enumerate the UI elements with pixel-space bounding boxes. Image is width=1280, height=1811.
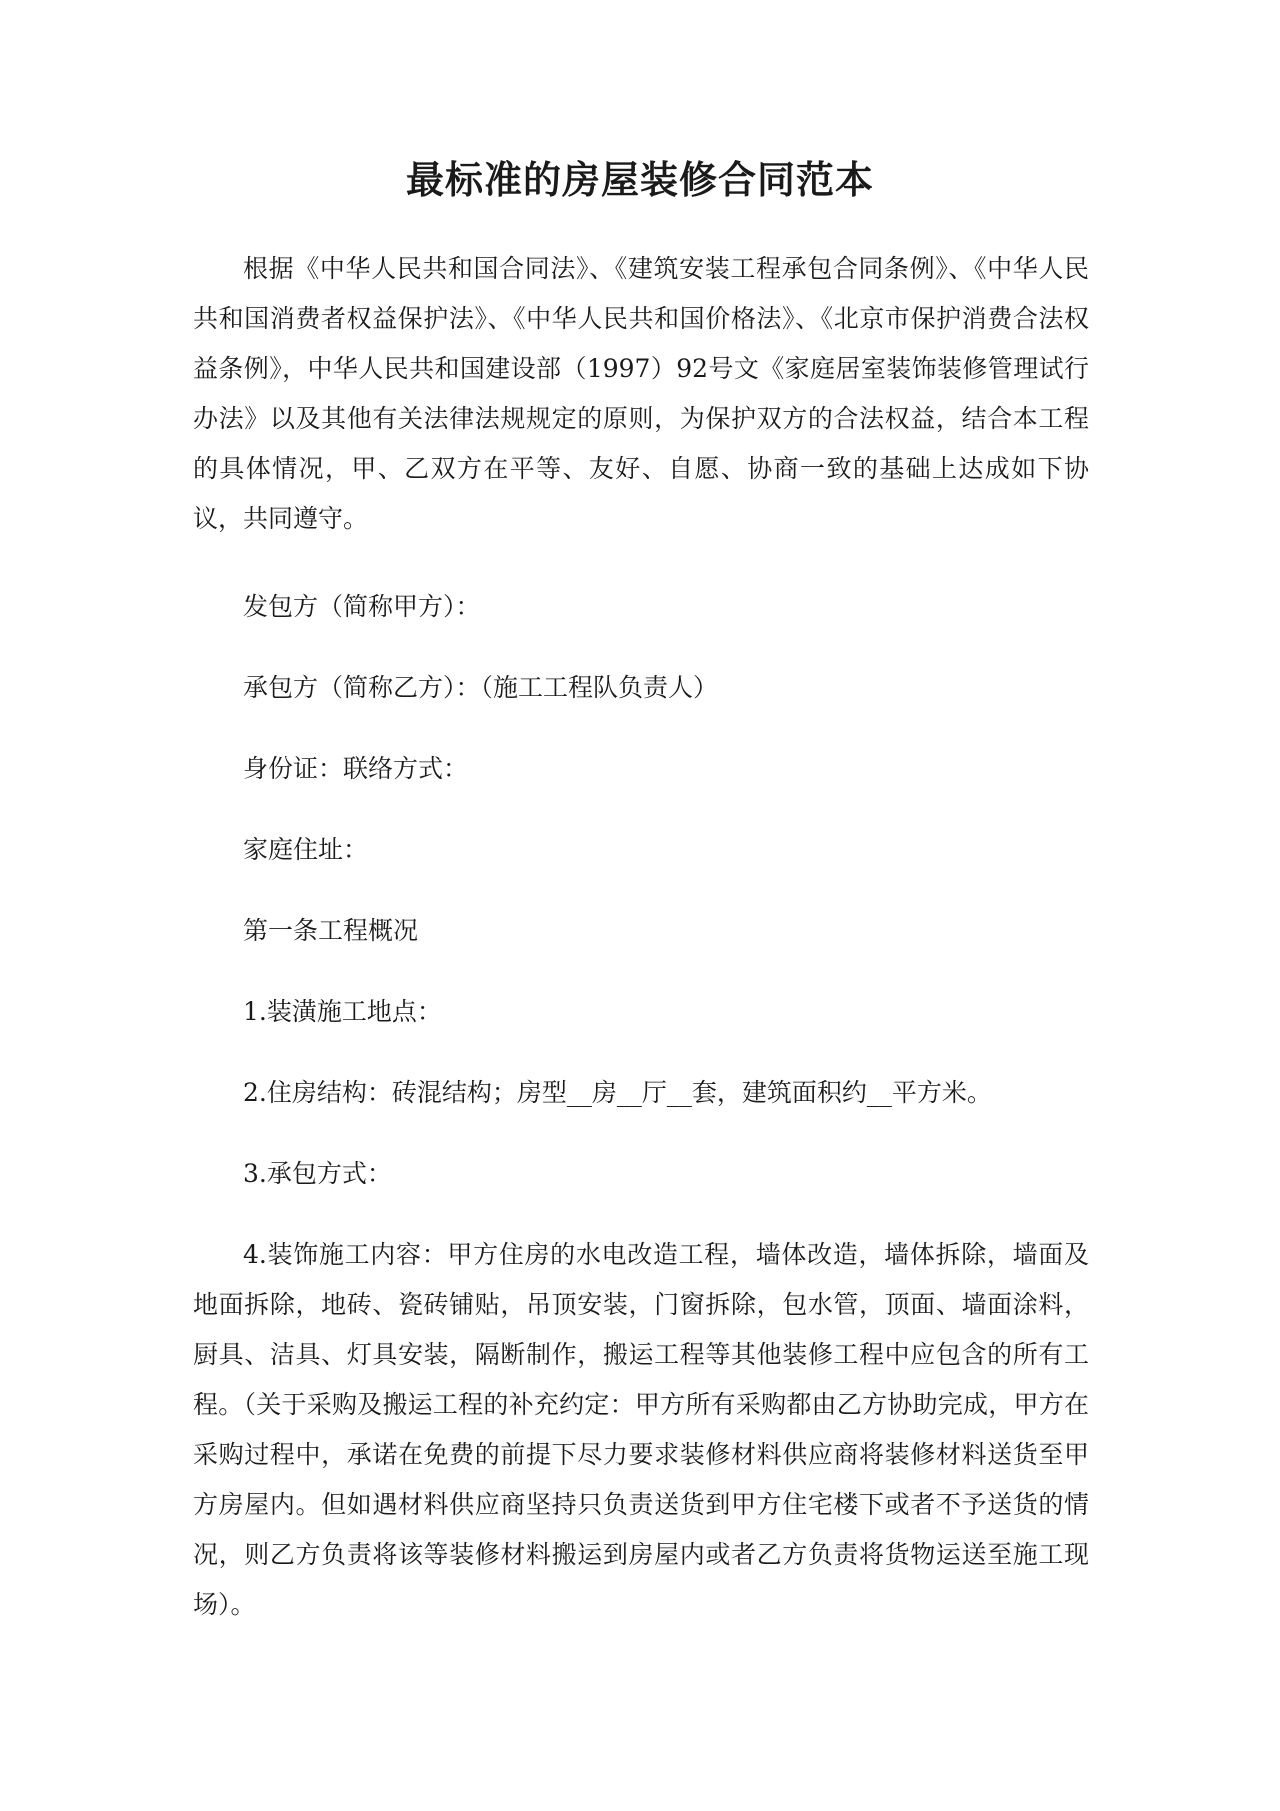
home-address-line: 家庭住址：: [243, 835, 369, 864]
article-1-heading: 第一条工程概况: [243, 916, 419, 945]
item-4-construction-content: 4.装饰施工内容：甲方住房的水电改造工程，墙体改造，墙体拆除，墙面及地面拆除，地砖、瓷砖铺贴，吊顶安装，门窗拆除，包水管，顶面、墙面涂料，厨具、洁具、灯具安装，隔断制作，搬运工程等其他装修工程中应包含的所有工程。（关于采购及搬运工程的补充约定：甲方所有采购都由乙方协助完成，甲方在采购过程中，承诺在免费的前提下尽力要求装修材料供应商将装修材料送货至甲方房屋内。但如遇材料供应商坚持只负责送货到甲方住宅楼下或者不予送货的情况，则乙方负责将该等装修材料搬运到房屋内或者乙方负责将货物运送至施工现场）。: [193, 1240, 1089, 1619]
party-b-line: 承包方（简称乙方）：（施工工程队负责人）: [243, 673, 719, 702]
item-2-structure: 2.住房结构：砖混结构；房型__房__厅__套，建筑面积约__平方米。: [243, 1078, 992, 1107]
id-contact-line: 身份证：联络方式：: [243, 754, 469, 783]
item-3-contract-method: 3.承包方式：: [243, 1159, 392, 1188]
document-title: 最标准的房屋装修合同范本: [405, 157, 874, 202]
item-1-location: 1.装潢施工地点：: [243, 997, 442, 1026]
intro-paragraph: 根据《中华人民共和国合同法》、《建筑安装工程承包合同条例》、《中华人民共和国消费者权益保护法》、《中华人民共和国价格法》、《北京市保护消费合法权益条例》，中华人民共和国建设部（1997）92号文《家庭居室装饰装修管理试行办法》以及其他有关法律法规规定的原则，为保护双方的合法权益，结合本工程的具体情况，甲、乙双方在平等、友好、自愿、协商一致的基础上达成如下协议，共同遵守。: [193, 254, 1089, 533]
party-a-line: 发包方（简称甲方）：: [243, 592, 481, 621]
